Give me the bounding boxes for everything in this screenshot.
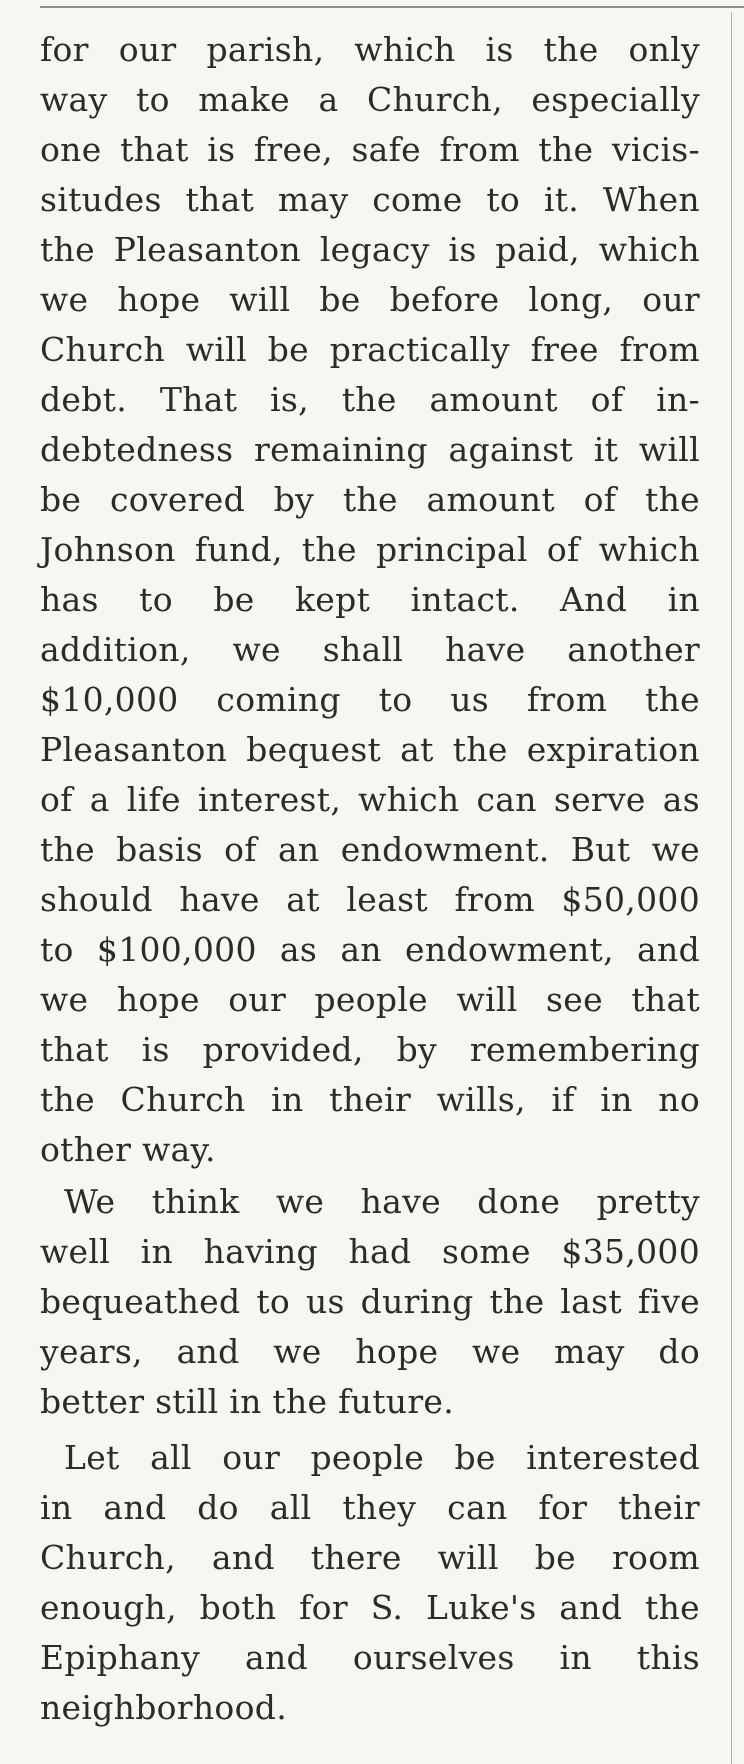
paragraph-2 [40, 1177, 700, 1427]
text-line: We think we have done pretty [64, 1182, 700, 1221]
text-line: $10,000 coming to us from the [40, 680, 700, 719]
text-line: Church will be practically free from [40, 330, 700, 369]
text-line: years, and we hope we may do [40, 1332, 700, 1371]
text-line: Let all our people be interested [64, 1438, 700, 1477]
text-line: Church, and there will be room [40, 1538, 700, 1577]
text-line: the Pleasanton legacy is paid, which [40, 230, 700, 269]
text-line: bequeathed to us during the last five [40, 1282, 700, 1321]
text-line: well in having had some $35,000 [40, 1232, 700, 1271]
text-line: other way. [40, 1130, 216, 1169]
text-line: better still in the future. [40, 1382, 455, 1421]
text-line: one that is free, safe from the vicis- [40, 130, 700, 169]
top-border-rule [40, 6, 744, 8]
text-line: the Church in their wills, if in no [40, 1080, 700, 1119]
text-line: be covered by the amount of the [40, 480, 700, 519]
text-line: debt. That is, the amount of in- [40, 380, 700, 419]
text-line: enough, both for S. Luke's and the [40, 1588, 700, 1627]
text-line: we hope our people will see that [40, 980, 700, 1019]
text-line: addition, we shall have another [40, 630, 700, 669]
paragraph-3 [40, 1433, 700, 1733]
text-line: to $100,000 as an endowment, and [40, 930, 700, 969]
text-line: neighborhood. [40, 1688, 287, 1727]
text-line: of a life interest, which can serve as [40, 780, 700, 819]
paragraph-1 [40, 25, 700, 1175]
text-line: Pleasanton bequest at the expiration [40, 730, 700, 769]
text-line: situdes that may come to it. When [40, 180, 700, 219]
text-line: has to be kept intact. And in [40, 580, 700, 619]
text-line: should have at least from $50,000 [40, 880, 700, 919]
text-line: Johnson fund, the principal of which [40, 530, 700, 569]
text-line: way to make a Church, especially [40, 80, 700, 119]
text-line: in and do all they can for their [40, 1488, 700, 1527]
text-line: we hope will be before long, our [40, 280, 700, 319]
text-line: for our parish, which is the only [40, 30, 700, 69]
text-line: debtedness remaining against it will [40, 430, 700, 469]
right-column-rule [731, 12, 732, 1764]
text-line: Epiphany and ourselves in this [40, 1638, 700, 1677]
text-line: the basis of an endowment. But we [40, 830, 700, 869]
page-text-column [40, 25, 700, 1733]
text-line: that is provided, by remembering [40, 1030, 700, 1069]
